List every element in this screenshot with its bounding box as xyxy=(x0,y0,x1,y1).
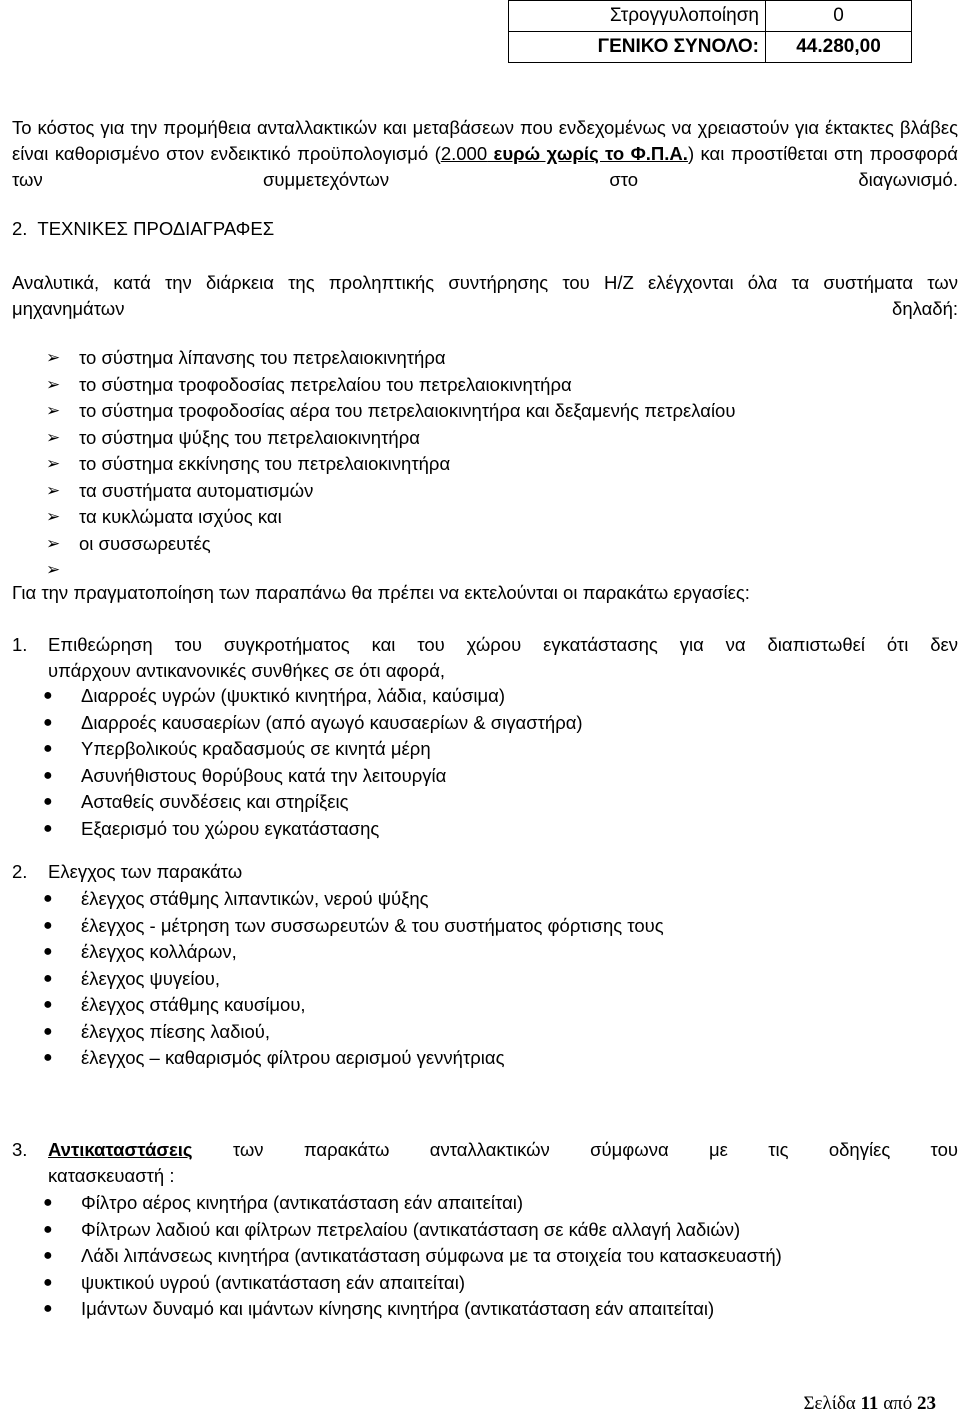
bullet-icon: ● xyxy=(43,740,53,757)
list-item: ➢ το σύστημα λίπανσης του πετρελαιοκινητήρα xyxy=(79,345,939,372)
page-word: Σελίδα xyxy=(803,1393,856,1414)
list-item: ● Φίλτρων λαδιού και φίλτρων πετρελαίου (αντικατάσταση σε κάθε αλλαγή λαδιών) xyxy=(81,1217,951,1244)
arrow-bullet-icon: ➢ xyxy=(46,454,61,473)
list-item: ● Διαρροές υγρών (ψυκτικό κινητήρα, λάδια, καύσιμα) xyxy=(81,683,941,710)
page-footer xyxy=(803,1393,936,1415)
list-item: ➢ το σύστημα τροφοδοσίας αέρα του πετρελαιοκινητήρα και δεξαμενής πετρελαίου xyxy=(79,398,939,425)
bullet-icon: ● xyxy=(43,1049,53,1066)
list-item: ● έλεγχος στάθμης καυσίμου, xyxy=(81,992,941,1019)
task-3-bold-word: Αντικαταστάσεις xyxy=(48,1139,193,1160)
task-1-list xyxy=(43,683,941,842)
section-description: Αναλυτικά, κατά την διάρκεια της προληπτικής συντήρησης του Η/Ζ ελέγχονται όλα τα συστήματα των μηχανημάτων δηλαδή: xyxy=(12,272,958,319)
task-2-text: Ελεγχος των παρακάτω xyxy=(48,861,243,882)
arrow-bullet-icon: ➢ xyxy=(46,401,61,420)
systems-list xyxy=(46,345,939,584)
list-item: ● Φίλτρο αέρος κινητήρα (αντικατάσταση εάν απαιτείται) xyxy=(81,1190,951,1217)
list-item: ➢ οι συσσωρευτές xyxy=(79,531,939,558)
list-item: ● Ασταθείς συνδέσεις και στηρίξεις xyxy=(81,789,941,816)
task-3-number: 3. xyxy=(12,1139,28,1160)
bullet-icon: ● xyxy=(43,916,53,934)
page-total: 23 xyxy=(917,1393,936,1414)
arrow-bullet-icon: ➢ xyxy=(46,507,61,526)
task-1-number: 1. xyxy=(12,634,28,655)
arrow-bullet-icon: ➢ xyxy=(46,348,61,367)
list-item: ● Ασυνήθιστους θορύβους κατά την λειτουργία xyxy=(81,763,941,790)
list-item: ➢ το σύστημα τροφοδοσίας πετρελαίου του πετρελαιοκινητήρα xyxy=(79,372,939,399)
task-1-line-2: υπάρχουν αντικανονικές συνθήκες σε ότι αφορά, xyxy=(48,660,446,681)
bullet-icon: ● xyxy=(43,1273,53,1291)
list-item: ● Ιμάντων δυναμό και ιμάντων κίνησης κινητήρα (αντικατάσταση εάν απαιτείται) xyxy=(81,1296,951,1323)
bullet-icon: ● xyxy=(43,687,53,704)
tasks-intro: Για την πραγματοποίηση των παραπάνω θα πρέπει να εκτελούνται οι παρακάτω εργασίες: xyxy=(12,582,750,603)
bullet-icon: ● xyxy=(43,819,53,837)
list-item: ● έλεγχος κολλάρων, xyxy=(81,939,941,966)
task-3-line-2: κατασκευαστή : xyxy=(48,1165,175,1186)
rounding-label: Στρογγυλοποίηση xyxy=(509,1,766,32)
cost-amount-note: ευρώ χωρίς το Φ.Π.Α. xyxy=(487,143,688,164)
list-item: ➢ το σύστημα εκκίνησης του πετρελαιοκινητήρα xyxy=(79,451,939,478)
task-3-line-1: Αντικαταστάσεις των παρακάτω ανταλλακτικών σύμφωνα με τις οδηγίες του xyxy=(48,1139,958,1160)
section-heading xyxy=(12,216,274,242)
total-row xyxy=(509,32,912,63)
task-2-list xyxy=(43,886,941,1072)
list-item: ● Υπερβολικούς κραδασμούς σε κινητά μέρη xyxy=(81,736,941,763)
cost-amount: 2.000 xyxy=(440,143,488,164)
list-item: ● Εξαερισμό του χώρου εγκατάστασης xyxy=(81,816,941,843)
bullet-icon: ● xyxy=(43,1300,53,1317)
task-1-line-1: Επιθεώρηση του συγκροτήματος και του χώρου εγκατάστασης για να διαπιστωθεί ότι δεν xyxy=(48,634,958,655)
list-item: ➢ τα συστήματα αυτοματισμών xyxy=(79,478,939,505)
arrow-bullet-icon: ➢ xyxy=(46,427,61,447)
rounding-value: 0 xyxy=(766,1,912,32)
summary-table xyxy=(508,0,912,63)
bullet-icon: ● xyxy=(43,713,53,731)
of-word: από xyxy=(883,1393,913,1414)
list-item: ● έλεγχος πίεσης λαδιού, xyxy=(81,1019,941,1046)
bullet-icon: ● xyxy=(43,969,53,987)
arrow-bullet-icon: ➢ xyxy=(46,374,61,394)
bullet-icon: ● xyxy=(43,1247,53,1264)
bullet-icon: ● xyxy=(43,766,53,784)
total-label: ΓΕΝΙΚΟ ΣΥΝΟΛΟ: xyxy=(509,32,766,63)
cost-text-1: Το κόστος για την προμήθεια ανταλλακτικών και μεταβάσεων που ενδεχομένως να χρειαστούν για έκτακτες βλάβες είναι καθορισμένο στον ενδεικτικό προϋπολογισμό ( xyxy=(12,117,958,164)
bullet-icon: ● xyxy=(43,1220,53,1238)
bullet-icon: ● xyxy=(43,1022,53,1040)
total-value: 44.280,00 xyxy=(766,32,912,63)
list-item: ● έλεγχος - μέτρηση των συσσωρευτών & του συστήματος φόρτισης τους xyxy=(81,913,941,940)
arrow-bullet-icon: ➢ xyxy=(46,560,61,579)
list-item: ● έλεγχος στάθμης λιπαντικών, νερού ψύξης xyxy=(81,886,941,913)
task-2-number: 2. xyxy=(12,861,28,882)
rounding-row xyxy=(509,1,912,32)
list-item: ➢ το σύστημα ψύξης του πετρελαιοκινητήρα xyxy=(79,425,939,452)
section-title: ΤΕΧΝΙΚΕΣ ΠΡΟΔΙΑΓΡΑΦΕΣ xyxy=(37,218,275,239)
bullet-icon: ● xyxy=(43,943,53,960)
page-number: 11 xyxy=(860,1393,879,1414)
bullet-icon: ● xyxy=(43,890,53,907)
cost-paragraph xyxy=(12,115,958,193)
task-3-list xyxy=(43,1190,951,1323)
list-item: ● ψυκτικού υγρού (αντικατάσταση εάν απαιτείται) xyxy=(81,1270,951,1297)
cost-text-2: ) και προστίθεται στη προσφορά των συμμετεχόντων στο διαγωνισμό. xyxy=(12,143,958,190)
list-item: ● Διαρροές καυσαερίων (από αγωγό καυσαερίων & σιγαστήρα) xyxy=(81,710,941,737)
list-item: ➢ τα κυκλώματα ισχύος και xyxy=(79,504,939,531)
section-number: 2. xyxy=(12,218,28,239)
bullet-icon: ● xyxy=(43,996,53,1013)
list-item: ● έλεγχος ψυγείου, xyxy=(81,966,941,993)
list-item: ● έλεγχος – καθαρισμός φίλτρου αερισμού γεννήτριας xyxy=(81,1045,941,1072)
arrow-bullet-icon: ➢ xyxy=(46,533,61,553)
list-item: ● Λάδι λιπάνσεως κινητήρα (αντικατάσταση σύμφωνα με τα στοιχεία του κατασκευαστή) xyxy=(81,1243,951,1270)
bullet-icon: ● xyxy=(43,1194,53,1211)
arrow-bullet-icon: ➢ xyxy=(46,480,61,500)
bullet-icon: ● xyxy=(43,793,53,810)
